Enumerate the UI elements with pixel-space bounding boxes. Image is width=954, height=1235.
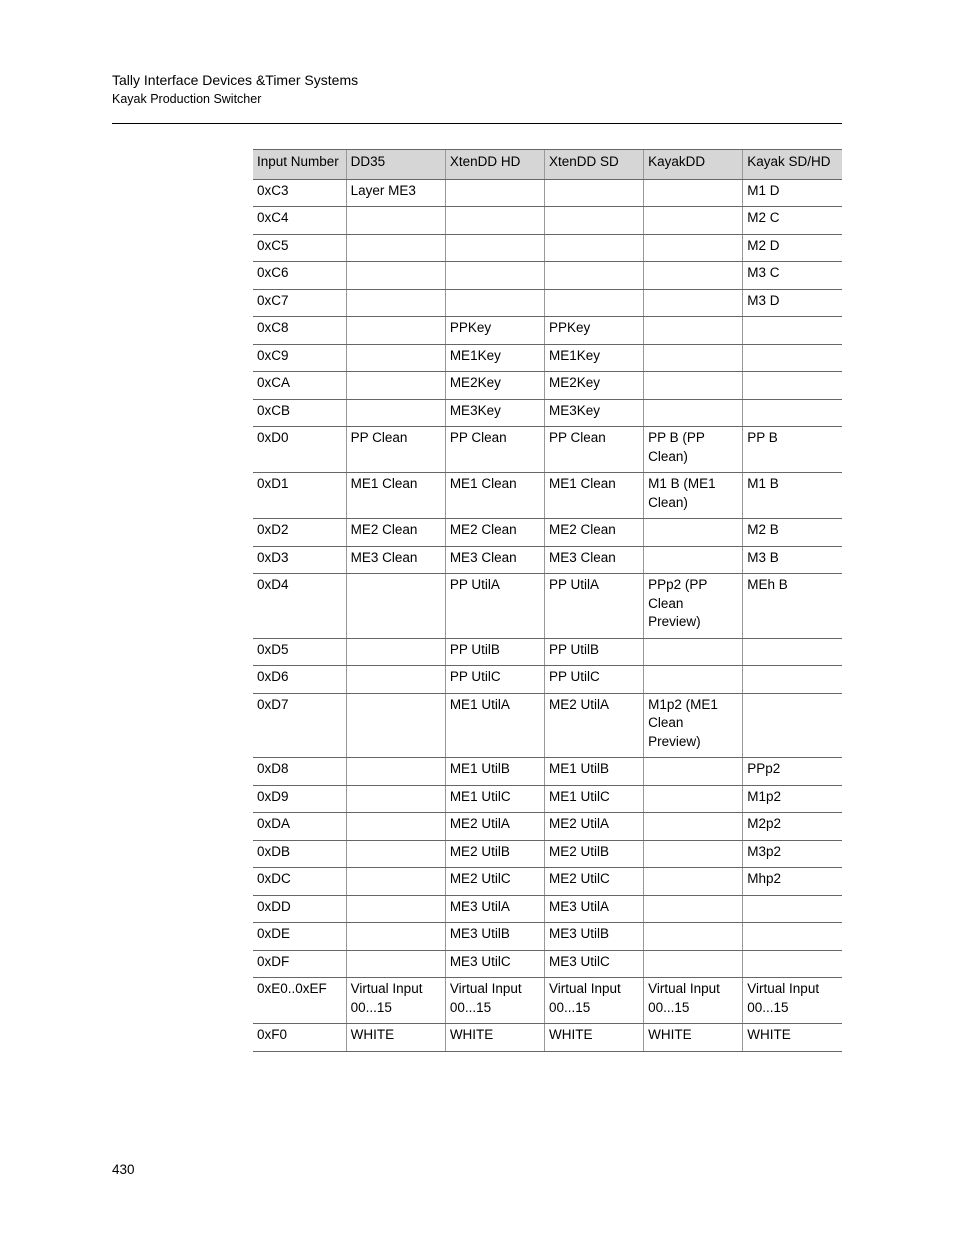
table-cell: Virtual Input 00...15: [346, 978, 445, 1024]
table-cell: M1 D: [743, 179, 842, 207]
table-row: [253, 950, 842, 978]
table-cell: [644, 666, 743, 694]
table-cell: [743, 923, 842, 951]
table-cell: ME3 UtilA: [445, 895, 544, 923]
table-header-row: [253, 150, 842, 180]
table-cell: [644, 923, 743, 951]
table-row: [253, 546, 842, 574]
table-cell: ME1 Clean: [346, 473, 445, 519]
table-cell: [644, 813, 743, 841]
table-cell: ME2 UtilA: [445, 813, 544, 841]
table-cell: ME1Key: [544, 344, 643, 372]
table-cell: M3 C: [743, 262, 842, 290]
table-cell: [743, 372, 842, 400]
table-cell: PP B (PP Clean): [644, 427, 743, 473]
table-cell: [644, 289, 743, 317]
table-cell: 0xDC: [253, 868, 346, 896]
table-cell: [644, 234, 743, 262]
table-cell: [346, 574, 445, 639]
table-cell: ME3 Clean: [445, 546, 544, 574]
table-row: [253, 813, 842, 841]
table-row: [253, 978, 842, 1024]
table-cell: Virtual Input 00...15: [544, 978, 643, 1024]
table-cell: [743, 895, 842, 923]
table-cell: [346, 317, 445, 345]
table-row: [253, 289, 842, 317]
table-cell: [644, 262, 743, 290]
table-row: [253, 638, 842, 666]
table-cell: [644, 840, 743, 868]
table-cell: [544, 179, 643, 207]
table-cell: ME2 UtilB: [544, 840, 643, 868]
table-cell: 0xCB: [253, 399, 346, 427]
table-cell: [644, 399, 743, 427]
table-cell: ME3 UtilB: [544, 923, 643, 951]
column-header-kayakdd: KayakDD: [644, 150, 743, 180]
table-cell: Virtual Input 00...15: [743, 978, 842, 1024]
table-cell: [346, 207, 445, 235]
table-cell: [743, 344, 842, 372]
table-cell: 0xC4: [253, 207, 346, 235]
table-cell: ME2Key: [445, 372, 544, 400]
table-row: [253, 868, 842, 896]
table-cell: [346, 289, 445, 317]
table-cell: 0xCA: [253, 372, 346, 400]
table-row: [253, 840, 842, 868]
table-cell: [445, 207, 544, 235]
table-cell: WHITE: [544, 1024, 643, 1052]
table-cell: [544, 234, 643, 262]
table-cell: [644, 317, 743, 345]
table-row: [253, 666, 842, 694]
table-row: [253, 758, 842, 786]
table-cell: [644, 207, 743, 235]
table-cell: 0xDF: [253, 950, 346, 978]
table-cell: [445, 262, 544, 290]
table-row: [253, 895, 842, 923]
table-cell: [346, 923, 445, 951]
table-cell: Layer ME3: [346, 179, 445, 207]
table-cell: 0xE0..0xEF: [253, 978, 346, 1024]
table-cell: 0xD0: [253, 427, 346, 473]
table-cell: M2 C: [743, 207, 842, 235]
table-cell: 0xD6: [253, 666, 346, 694]
table-cell: WHITE: [644, 1024, 743, 1052]
table-cell: ME3 UtilC: [544, 950, 643, 978]
table-cell: [644, 950, 743, 978]
table-cell: [445, 234, 544, 262]
table-cell: WHITE: [346, 1024, 445, 1052]
table-row: [253, 574, 842, 639]
table-cell: [346, 868, 445, 896]
table-row: [253, 427, 842, 473]
table-cell: PP Clean: [445, 427, 544, 473]
table-cell: 0xD5: [253, 638, 346, 666]
table-cell: [743, 666, 842, 694]
table-cell: PP Clean: [346, 427, 445, 473]
table-cell: 0xD7: [253, 693, 346, 758]
table-cell: PP UtilA: [544, 574, 643, 639]
table-cell: 0xD2: [253, 519, 346, 547]
document-subtitle: Kayak Production Switcher: [112, 92, 262, 106]
table-cell: [346, 758, 445, 786]
table-cell: 0xDB: [253, 840, 346, 868]
table-cell: PP UtilC: [544, 666, 643, 694]
table-cell: [544, 289, 643, 317]
table-cell: [544, 207, 643, 235]
table-cell: PP Clean: [544, 427, 643, 473]
table-cell: [346, 895, 445, 923]
table-cell: [346, 785, 445, 813]
table-cell: ME2 Clean: [445, 519, 544, 547]
table-cell: M1p2 (ME1 Clean Preview): [644, 693, 743, 758]
table-cell: [346, 950, 445, 978]
table-cell: [346, 813, 445, 841]
table-cell: ME1 UtilC: [445, 785, 544, 813]
table-cell: Virtual Input 00...15: [445, 978, 544, 1024]
table-cell: [445, 289, 544, 317]
table-row: [253, 693, 842, 758]
table-cell: ME3 UtilA: [544, 895, 643, 923]
column-header-kayak-sd-hd: Kayak SD/HD: [743, 150, 842, 180]
table-row: [253, 473, 842, 519]
table-cell: WHITE: [445, 1024, 544, 1052]
table-cell: ME1Key: [445, 344, 544, 372]
table-cell: ME1 UtilA: [445, 693, 544, 758]
table-cell: ME2 UtilA: [544, 813, 643, 841]
table-row: [253, 234, 842, 262]
table-body: [253, 179, 842, 1051]
table-cell: [644, 546, 743, 574]
table-cell: 0xC8: [253, 317, 346, 345]
table-cell: ME3 Clean: [346, 546, 445, 574]
table-cell: M2p2: [743, 813, 842, 841]
table-row: [253, 262, 842, 290]
table-cell: ME2 UtilB: [445, 840, 544, 868]
table-cell: [346, 840, 445, 868]
table-cell: [743, 638, 842, 666]
table-cell: [644, 868, 743, 896]
table-cell: PP UtilC: [445, 666, 544, 694]
table-cell: [346, 399, 445, 427]
table-cell: PP UtilA: [445, 574, 544, 639]
column-header-xtendd-sd: XtenDD SD: [544, 150, 643, 180]
table-cell: 0xDD: [253, 895, 346, 923]
table-cell: ME2 UtilC: [445, 868, 544, 896]
page-number: 430: [112, 1162, 135, 1177]
table-cell: PP UtilB: [544, 638, 643, 666]
table-cell: [544, 262, 643, 290]
table-cell: M3 D: [743, 289, 842, 317]
table-row: [253, 785, 842, 813]
table-cell: [743, 317, 842, 345]
table-cell: 0xD9: [253, 785, 346, 813]
table-cell: ME2 Clean: [544, 519, 643, 547]
column-header-xtendd-hd: XtenDD HD: [445, 150, 544, 180]
table-cell: ME2 UtilC: [544, 868, 643, 896]
table-cell: PP B: [743, 427, 842, 473]
table-cell: [346, 693, 445, 758]
table-cell: WHITE: [743, 1024, 842, 1052]
table-cell: ME1 Clean: [544, 473, 643, 519]
table-cell: PPKey: [445, 317, 544, 345]
table-cell: M1 B: [743, 473, 842, 519]
table-cell: [644, 372, 743, 400]
table-cell: [445, 179, 544, 207]
table-cell: 0xD8: [253, 758, 346, 786]
table-row: [253, 207, 842, 235]
table-cell: 0xC7: [253, 289, 346, 317]
table-cell: M1p2: [743, 785, 842, 813]
table-cell: [644, 344, 743, 372]
table-cell: 0xD1: [253, 473, 346, 519]
table-cell: ME3Key: [544, 399, 643, 427]
table-cell: 0xD3: [253, 546, 346, 574]
table-cell: [644, 785, 743, 813]
table-cell: [644, 519, 743, 547]
table-cell: ME1 UtilB: [445, 758, 544, 786]
table-cell: [644, 638, 743, 666]
table-cell: 0xC9: [253, 344, 346, 372]
table-cell: ME3 UtilC: [445, 950, 544, 978]
table-row: [253, 399, 842, 427]
table-cell: M2 B: [743, 519, 842, 547]
table-cell: MEh B: [743, 574, 842, 639]
table-cell: [644, 895, 743, 923]
table-row: [253, 1024, 842, 1052]
table-cell: ME3 Clean: [544, 546, 643, 574]
column-header-input-number: Input Number: [253, 150, 346, 180]
table-cell: [346, 344, 445, 372]
table-cell: 0xC6: [253, 262, 346, 290]
table-cell: 0xC3: [253, 179, 346, 207]
table-cell: [743, 950, 842, 978]
table-cell: 0xDA: [253, 813, 346, 841]
table-cell: PPp2 (PP Clean Preview): [644, 574, 743, 639]
table-cell: ME3Key: [445, 399, 544, 427]
table-cell: ME1 UtilC: [544, 785, 643, 813]
table-cell: [644, 179, 743, 207]
table-cell: [346, 372, 445, 400]
table-cell: 0xF0: [253, 1024, 346, 1052]
table-row: [253, 317, 842, 345]
table-cell: PPp2: [743, 758, 842, 786]
table-row: [253, 519, 842, 547]
table-cell: M3p2: [743, 840, 842, 868]
table-cell: ME2 UtilA: [544, 693, 643, 758]
table-cell: [743, 693, 842, 758]
table-cell: M1 B (ME1 Clean): [644, 473, 743, 519]
table-cell: PP UtilB: [445, 638, 544, 666]
document-title: Tally Interface Devices &Timer Systems: [112, 72, 359, 88]
table-row: [253, 344, 842, 372]
table-cell: 0xC5: [253, 234, 346, 262]
header-divider: [112, 123, 842, 124]
table-cell: PPKey: [544, 317, 643, 345]
table-cell: 0xD4: [253, 574, 346, 639]
table-cell: ME1 Clean: [445, 473, 544, 519]
column-header-dd35: DD35: [346, 150, 445, 180]
table-row: [253, 179, 842, 207]
table-cell: 0xDE: [253, 923, 346, 951]
table-cell: [346, 234, 445, 262]
table-row: [253, 923, 842, 951]
table-cell: ME1 UtilB: [544, 758, 643, 786]
table-cell: M3 B: [743, 546, 842, 574]
table-cell: ME3 UtilB: [445, 923, 544, 951]
table-cell: [644, 758, 743, 786]
table-cell: [346, 262, 445, 290]
table-cell: Mhp2: [743, 868, 842, 896]
input-mapping-table: [253, 149, 842, 1052]
table-row: [253, 372, 842, 400]
table-cell: [743, 399, 842, 427]
running-header: [112, 70, 358, 108]
table-cell: [346, 638, 445, 666]
table-cell: [346, 666, 445, 694]
table-cell: ME2 Clean: [346, 519, 445, 547]
table-cell: ME2Key: [544, 372, 643, 400]
table-cell: M2 D: [743, 234, 842, 262]
table-cell: Virtual Input 00...15: [644, 978, 743, 1024]
